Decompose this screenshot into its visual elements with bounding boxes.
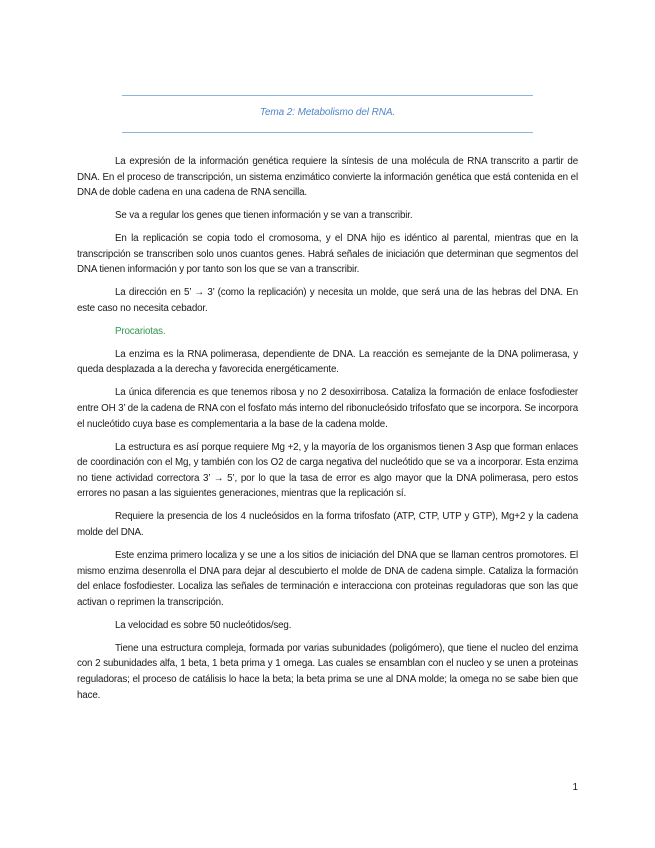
section-paragraph-5: Este enzima primero localiza y se une a los sitios de iniciación del DNA que se llaman centros promotores. El mismo enzima desenrolla el DNA para dejar al descubierto el molde de DNA de cadena simple. Cataliza la formación del enlace fosfodiester. Localiza las señales de terminación e interacciona con proteinas reguladoras que son las que activan o reprimen la transcripción.	[77, 549, 578, 608]
section-paragraph-2: La única diferencia es que tenemos ribosa y no 2 desoxirribosa. Cataliza la formación de enlace fosfodiester entre OH 3’ de la cadena de RNA con el fosfato más interno del ribonucleósido trifosfato que se incorpora. Se incorpora el nucleótido cuya base es complementaria a la base de la cadena molde.	[77, 387, 578, 430]
page-title: Tema 2: Metabolismo del RNA.	[259, 107, 396, 118]
paragraph-4: La dirección en 5’ → 3’ (como la replicación) y necesita un molde, que será una de las hebras del DNA. En este caso no necesita cebador.	[77, 287, 578, 314]
paragraph-2: Se va a regular los genes que tienen información y se van a transcribir.	[115, 210, 413, 222]
title-bottom-rule	[122, 132, 533, 133]
section-paragraph-6: La velocidad es sobre 50 nucleótidos/seg.	[115, 619, 292, 631]
section-paragraph-7: Tiene una estructura compleja, formada por varias subunidades (poligómero), que tiene el nucleo del enzima con 2 subunidades alfa, 1 beta, 1 beta prima y 1 omega. Las cuales se ensamblan con el nucleo y se unen a proteinas reguladoras; el proceso de catálisis lo hace la beta; la beta prima se une al DNA molde; la omega no se sabe bien que hace.	[77, 642, 578, 701]
page-number: 1	[572, 782, 578, 793]
document-body	[77, 154, 578, 711]
paragraph-3: En la replicación se copia todo el cromosoma, y el DNA hijo es idéntico al parental, mientras que en la transcripción se transcriben solo unos cuantos genes. Habrá señales de iniciación que determinan que segmentos del DNA tienen información y por tanto son los que se van a transcribir.	[77, 233, 578, 276]
title-block	[122, 95, 533, 133]
paragraph-1: La expresión de la información genética requiere la síntesis de una molécula de RNA transcrito a partir de DNA. En el proceso de transcripción, un sistema enzimático convierte la información genética que está contenida en el DNA de doble cadena en una cadena de RNA sencilla.	[77, 156, 578, 199]
section-paragraph-1: La enzima es la RNA polimerasa, dependiente de DNA. La reacción es semejante de la DNA polimerasa, y queda desplazada a la derecha y favorecida energéticamente.	[77, 348, 578, 376]
section-paragraph-3: La estructura es así porque requiere Mg +2, y la mayoría de los organismos tienen 3 Asp que forman enlaces de coordinación con el Mg, y también con los O2 de carga negativa del nucleótido que se va a incorporar. Esta enzima no tiene actividad correctora 3’ → 5’, por lo que la tasa de error es algo mayor que la DNA polimerasa, pero estos errores no pasan a las siguientes generaciones, mientras que la replicación sí.	[77, 441, 578, 500]
title-top-rule	[122, 95, 533, 96]
section-heading: Procariotas.	[115, 325, 166, 337]
section-paragraph-4: Requiere la presencia de los 4 nucleósidos en la forma trifosfato (ATP, CTP, UTP y GTP), Mg+2 y la cadena molde del DNA.	[77, 511, 578, 538]
